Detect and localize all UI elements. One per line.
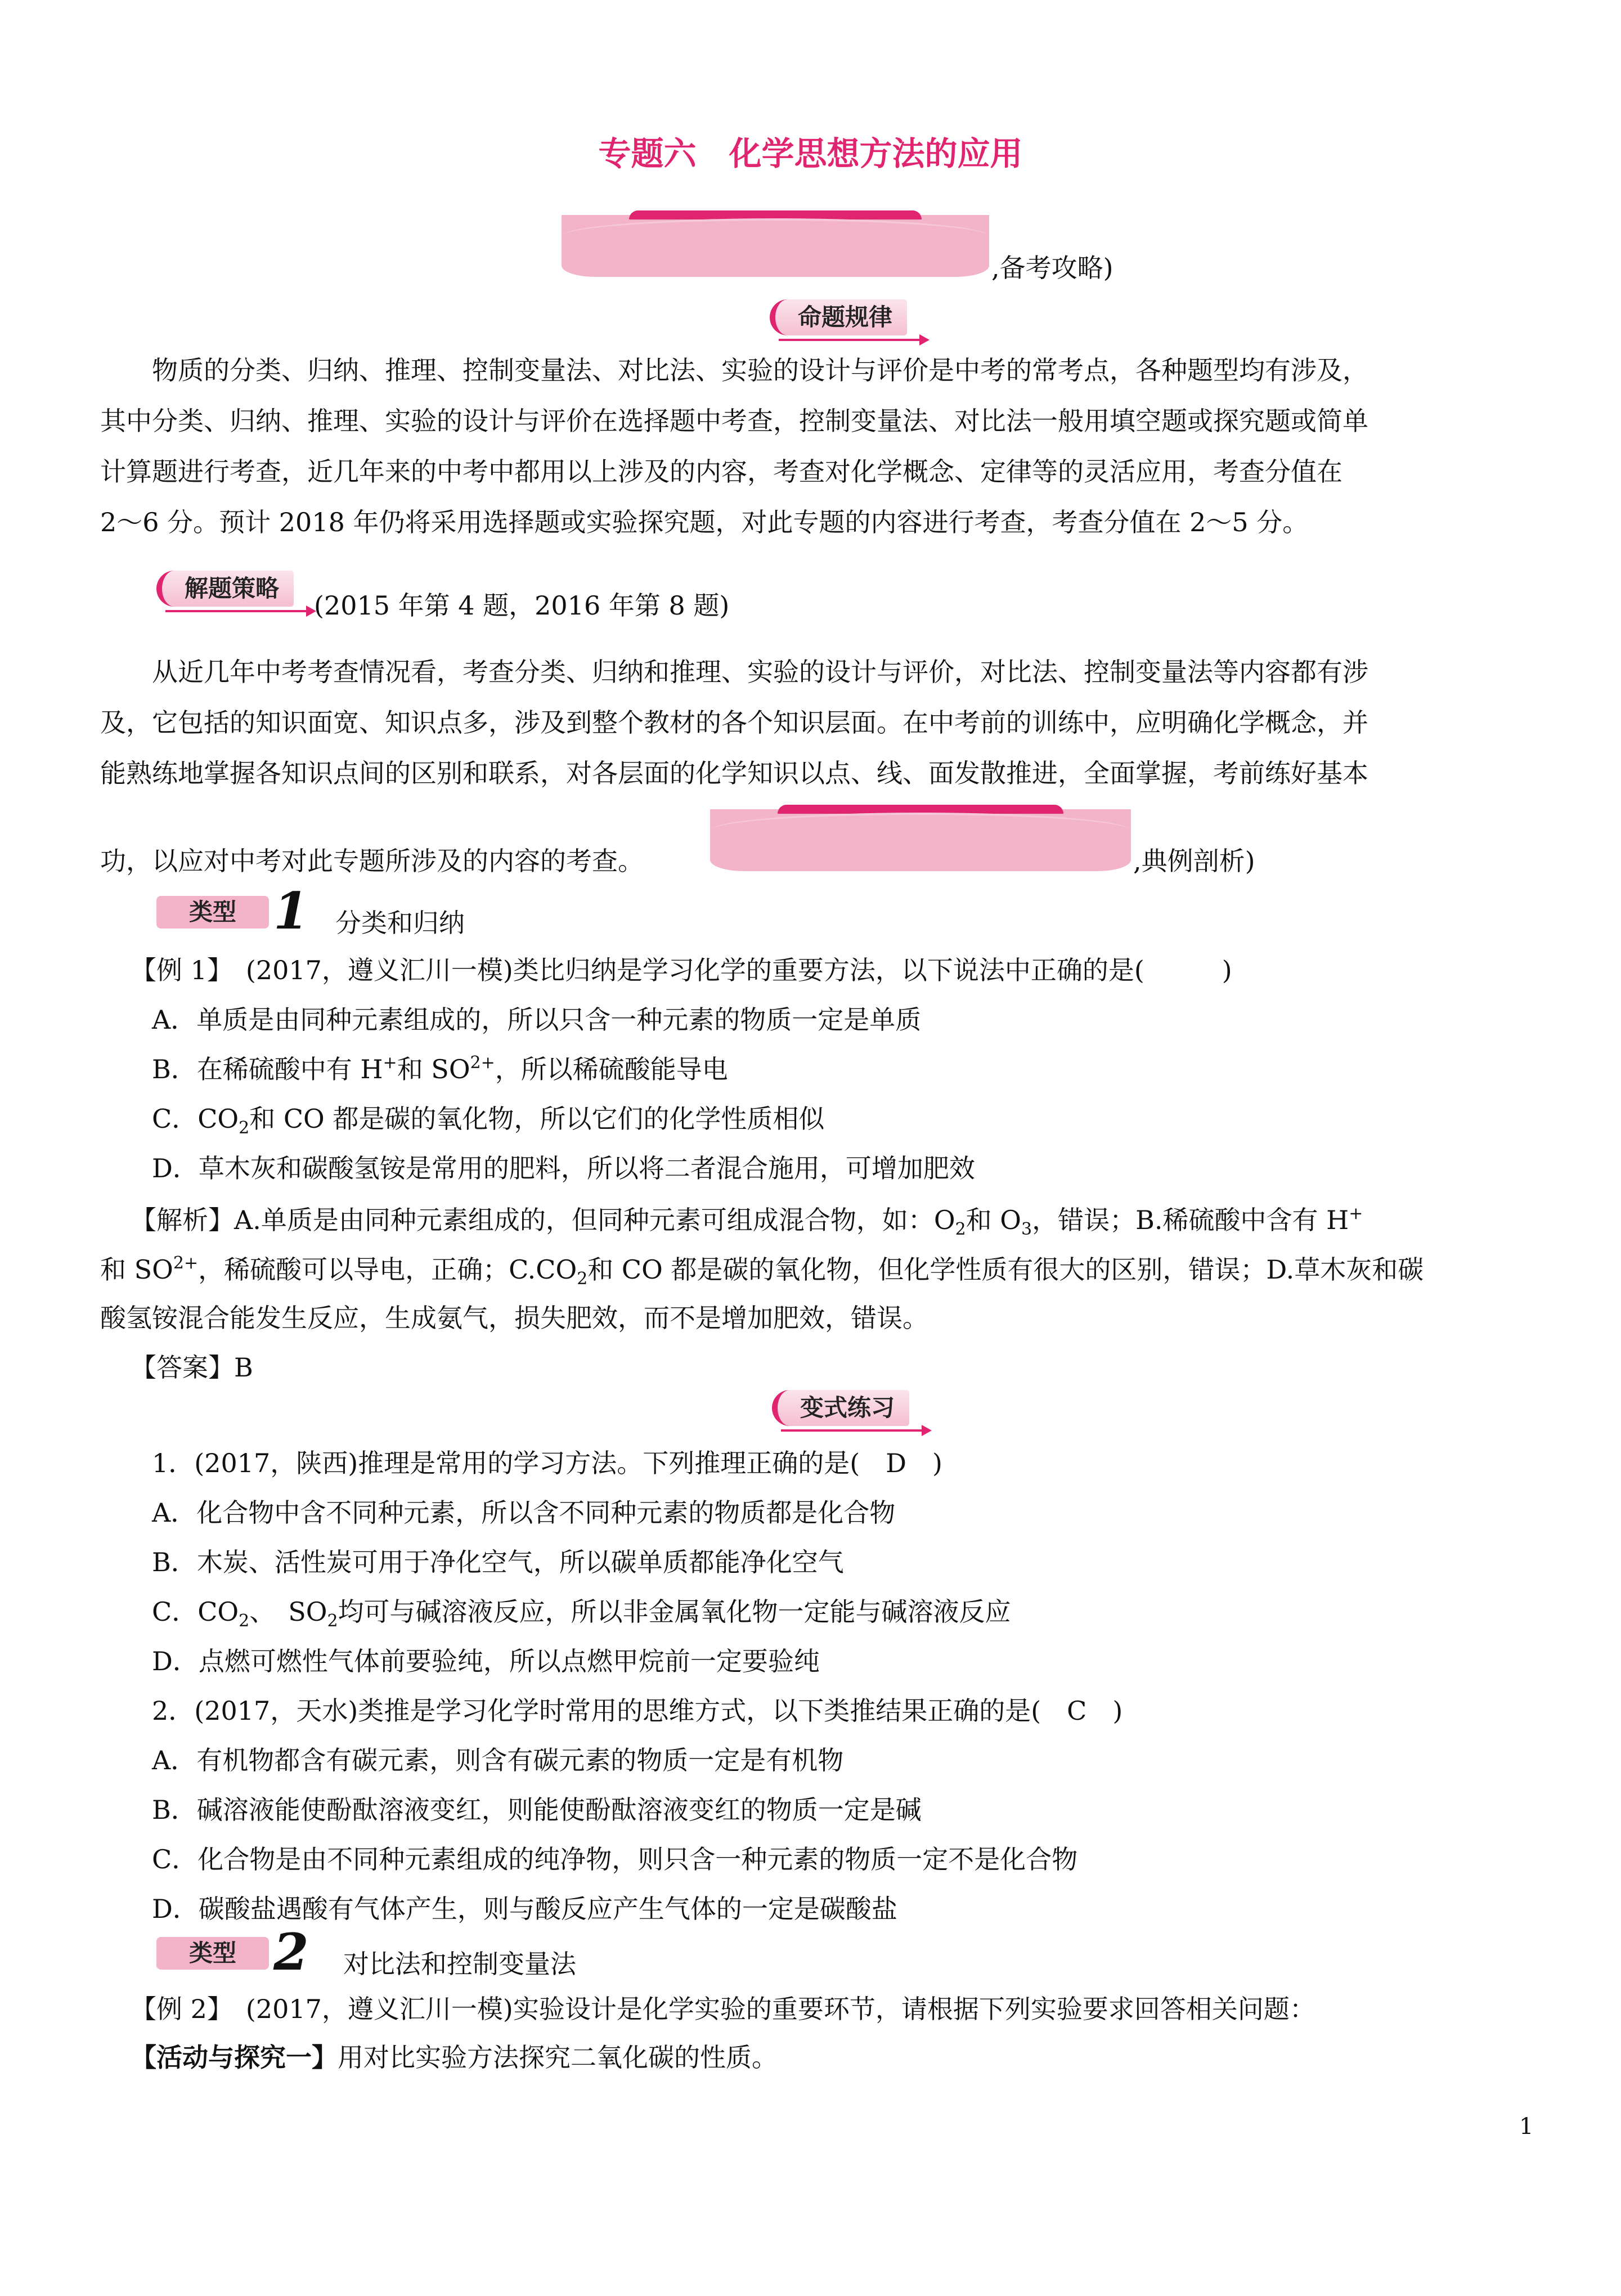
example-1-option-c — [152, 1098, 824, 1138]
example-1-option-a: A．单质是由同种元素组成的，所以只含一种元素的物质一定是单质 — [152, 1004, 922, 1035]
exercise-1-option-c — [152, 1591, 1011, 1631]
text-run: C．CO — [152, 1597, 239, 1627]
type-badge-1: 类型 — [156, 896, 269, 929]
badge-mingti — [770, 299, 907, 335]
page-title: 专题六 化学思想方法的应用 — [598, 134, 1023, 173]
analysis-line-2 — [100, 1249, 1424, 1289]
exercise-2-option-d: D．碳酸盐遇酸有气体产生，则与酸反应产生气体的一定是碳酸盐 — [152, 1894, 897, 1924]
text-run: 和 CO 都是碳的氧化物，所以它们的化学性质相似 — [249, 1104, 825, 1134]
exercise-1-option-d: D．点燃可燃性气体前要验纯，所以点燃甲烷前一定要验纯 — [152, 1646, 820, 1676]
activity-text: 用对比实验方法探究二氧化碳的性质。 — [338, 2042, 778, 2073]
type-badge-2: 类型 — [156, 1937, 269, 1970]
analysis-line-3: 酸氢铵混合能发生反应，生成氨气，损失肥效，而不是增加肥效，错误。 — [100, 1303, 928, 1333]
badge-mingti-label: 命题规律 — [798, 303, 893, 331]
badge-bianshi — [772, 1390, 909, 1426]
type-name-1: 分类和归纳 — [335, 908, 465, 938]
exercise-1-option-b: B．木炭、活性炭可用于净化空气，所以碳单质都能净化空气 — [152, 1547, 844, 1577]
arrow-icon — [922, 1425, 932, 1436]
example-1-stem: 【例 1】 (2017，遵义汇川一模)类比归纳是学习化学的重要方法，以下说法中正确的是( ) — [131, 955, 1232, 985]
exercise-2-stem: 2．(2017，天水)类推是学习化学时常用的思维方式，以下类推结果正确的是( C ) — [152, 1696, 1123, 1726]
arrow-icon — [919, 334, 930, 346]
section-ribbon-beikao — [562, 215, 989, 277]
superscript: + — [1349, 1204, 1363, 1223]
paragraph-line: 功，以应对中考对此专题所涉及的内容的考查。 — [100, 846, 644, 876]
text-run: 、 SO — [249, 1597, 327, 1627]
text-run: C．CO — [152, 1104, 239, 1134]
section-header-beikao: ,备考攻略) — [991, 253, 1113, 283]
badge-jieti — [156, 571, 294, 607]
paragraph-line: 2～6 分。预计 2018 年仍将采用选择题或实验探究题，对此专题的内容进行考查，考查分值在 2～5 分。 — [100, 507, 1309, 537]
text-run: ，稀硫酸可以导电，正确；C.CO — [198, 1254, 577, 1285]
subscript: 2 — [327, 1611, 338, 1631]
text-run: B．在稀硫酸中有 H — [152, 1054, 383, 1084]
example-1-option-d: D．草木灰和碳酸氢铵是常用的肥料，所以将二者混合施用，可增加肥效 — [152, 1153, 975, 1183]
type-name-2: 对比法和控制变量法 — [343, 1949, 576, 1979]
paragraph-line: 物质的分类、归纳、推理、控制变量法、对比法、实验的设计与评价是中考的常考点，各种题型均有涉及， — [152, 355, 1368, 385]
text-run: ，所以稀硫酸能导电 — [495, 1054, 728, 1084]
section-header-dianli: ,典例剖析) — [1133, 846, 1255, 876]
exercise-2-option-a: A．有机物都含有碳元素，则含有碳元素的物质一定是有机物 — [152, 1745, 844, 1775]
jieti-reference: (2015 年第 4 题，2016 年第 8 题) — [314, 590, 730, 621]
paragraph-line: 计算题进行考查，近几年来的中考中都用以上涉及的内容，考查对化学概念、定律等的灵活应用，考查分值在 — [100, 456, 1342, 487]
text-run: 和 SO — [100, 1254, 173, 1285]
superscript: + — [383, 1053, 397, 1073]
superscript: 2+ — [173, 1253, 199, 1273]
badge-bianshi-label: 变式练习 — [800, 1394, 895, 1421]
superscript: 2+ — [470, 1053, 495, 1073]
text-run: 【解析】A.单质是由同种元素组成的，但同种元素可组成混合物，如：O — [131, 1205, 955, 1235]
exercise-2-option-c: C．化合物是由不同种元素组成的纯净物，则只含一种元素的物质一定不是化合物 — [152, 1844, 1078, 1875]
analysis-line-1 — [131, 1200, 1363, 1239]
subscript: 2 — [239, 1118, 250, 1138]
exercise-1-option-a: A．化合物中含不同种元素，所以含不同种元素的物质都是化合物 — [152, 1497, 896, 1528]
paragraph-line: 其中分类、归纳、推理、实验的设计与评价在选择题中考查，控制变量法、对比法一般用填空题或探究题或简单 — [100, 406, 1368, 436]
paragraph-line: 及，它包括的知识面宽、知识点多，涉及到整个教材的各个知识层面。在中考前的训练中，应明确化学概念，并 — [100, 707, 1368, 738]
subscript: 2 — [955, 1219, 966, 1239]
example-2-stem: 【例 2】 (2017，遵义汇川一模)实验设计是化学实验的重要环节，请根据下列实验要求回答相关问题： — [131, 1994, 1315, 2024]
exercise-1-stem: 1．(2017，陕西)推理是常用的学习方法。下列推理正确的是( D ) — [152, 1448, 942, 1478]
type-number-2: 2 — [273, 1922, 309, 1982]
text-run: 和 O — [966, 1205, 1021, 1235]
text-run: 均可与碱溶液反应，所以非金属氧化物一定能与碱溶液反应 — [338, 1597, 1011, 1627]
paragraph-line: 从近几年中考考查情况看，考查分类、归纳和推理、实验的设计与评价，对比法、控制变量法等内容都有涉 — [152, 657, 1368, 687]
text-run: 和 SO — [397, 1054, 470, 1084]
text-run: ，错误；B.稀硫酸中含有 H — [1032, 1205, 1349, 1235]
paragraph-line: 能熟练地掌握各知识点间的区别和联系，对各层面的化学知识以点、线、面发散推进，全面掌握，考前练好基本 — [100, 758, 1368, 788]
page-number: 1 — [1519, 2114, 1534, 2140]
subscript: 2 — [577, 1269, 588, 1289]
type-number-1: 1 — [273, 881, 309, 941]
subscript: 3 — [1021, 1219, 1032, 1239]
text-run: 和 CO 都是碳的氧化物，但化学性质有很大的区别，错误；D.草木灰和碳 — [587, 1254, 1424, 1285]
example-1-option-b — [152, 1049, 728, 1086]
subscript: 2 — [239, 1611, 250, 1631]
example-2-activity — [131, 2037, 778, 2074]
badge-jieti-label: 解题策略 — [185, 575, 280, 602]
exercise-2-option-b: B．碱溶液能使酚酞溶液变红，则能使酚酞溶液变红的物质一定是碱 — [152, 1795, 922, 1825]
section-ribbon-dianli — [710, 809, 1131, 871]
activity-label: 【活动与探究一】 — [131, 2042, 338, 2073]
answer: 【答案】B — [131, 1352, 253, 1383]
